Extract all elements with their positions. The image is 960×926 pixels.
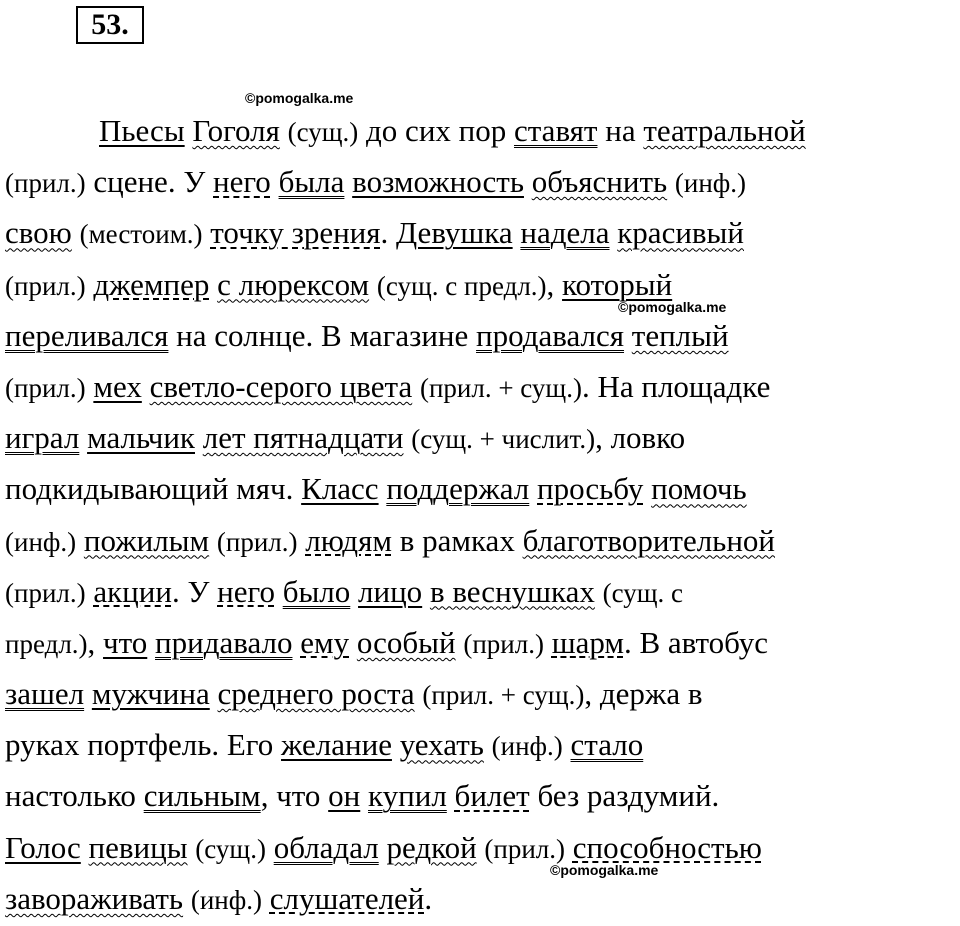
object-word: джемпер xyxy=(93,266,210,302)
object-word: шарм xyxy=(551,624,624,660)
text-segment xyxy=(392,727,400,762)
text-segment xyxy=(529,471,537,506)
subject-word: возможность xyxy=(352,164,524,200)
object-word: него xyxy=(213,164,271,200)
predicate-word: ставят xyxy=(514,113,598,148)
text-segment: . У xyxy=(171,573,218,609)
object-word: билет xyxy=(454,778,530,814)
text-segment: . В автобус xyxy=(623,624,769,660)
annotation: (прил.) xyxy=(5,577,86,608)
text-line xyxy=(5,412,957,463)
text-segment xyxy=(565,830,573,865)
watermark: ©pomogalka.me xyxy=(550,862,659,878)
text-segment xyxy=(76,523,84,558)
attribute-word: помочь xyxy=(651,471,747,507)
attribute-word: редкой xyxy=(386,829,477,865)
text-line xyxy=(5,770,957,821)
object-word: просьбу xyxy=(537,471,644,507)
attribute-word: пожилым xyxy=(83,522,210,558)
subject-word: мужчина xyxy=(91,676,210,712)
attribute-word: особый xyxy=(356,624,456,660)
attribute-word: певицы xyxy=(88,829,188,865)
text-segment xyxy=(210,676,218,711)
subject-word: который xyxy=(562,266,673,302)
annotation: (сущ. с предл.) xyxy=(376,270,547,301)
text-segment xyxy=(524,164,532,199)
text-segment xyxy=(142,369,150,404)
text-segment: в рамках xyxy=(391,522,523,558)
annotation: (прил.) xyxy=(216,526,298,557)
predicate-word: сильным xyxy=(143,778,261,814)
predicate-word: продавался xyxy=(476,317,625,353)
text-line xyxy=(5,105,957,156)
text-segment xyxy=(271,164,279,199)
object-word: него xyxy=(217,573,275,609)
subject-word: лицо xyxy=(358,573,423,609)
subject-word: мальчик xyxy=(87,420,195,456)
text-segment: настолько xyxy=(5,778,144,814)
annotation: (местоим.) xyxy=(79,219,203,250)
exercise-text xyxy=(5,105,957,924)
annotation: (сущ.) xyxy=(195,833,266,864)
attribute-word: среднего роста xyxy=(217,676,415,712)
predicate-word: было xyxy=(282,573,351,609)
text-line xyxy=(5,463,957,514)
text-line xyxy=(5,668,957,719)
text-segment: без раздумий. xyxy=(529,778,720,814)
annotation: (прил. + сущ.) xyxy=(422,680,585,711)
object-word: способностью xyxy=(572,829,762,865)
attribute-word: с люрексом xyxy=(217,266,370,302)
attribute-word: объяснить xyxy=(531,164,668,200)
text-segment: подкидывающий мяч. xyxy=(5,471,302,507)
attribute-word: завораживать xyxy=(5,880,184,916)
text-segment xyxy=(280,113,288,148)
annotation: (прил.) xyxy=(5,372,86,403)
text-segment xyxy=(84,676,92,711)
text-segment: , xyxy=(87,624,104,660)
attribute-word: светло-серого цвета xyxy=(149,368,413,404)
text-segment xyxy=(183,881,191,916)
text-segment: , ловко xyxy=(595,420,686,456)
watermark: ©pomogalka.me xyxy=(245,90,354,106)
text-segment xyxy=(447,778,455,813)
text-segment: на солнце. В магазине xyxy=(168,317,477,353)
text-segment xyxy=(266,830,274,865)
annotation: (инф.) xyxy=(190,884,262,915)
annotation: (инф.) xyxy=(491,731,563,762)
attribute-word: в веснушках xyxy=(429,573,595,609)
object-word: акции xyxy=(93,573,172,609)
text-segment xyxy=(544,625,552,660)
object-word: точку зрения xyxy=(210,215,381,251)
text-segment: до сих пор xyxy=(358,113,514,148)
text-segment: . xyxy=(424,880,433,916)
watermark: ©pomogalka.me xyxy=(618,299,727,315)
predicate-word: купил xyxy=(368,778,447,814)
text-segment: на xyxy=(597,113,644,148)
subject-word: мех xyxy=(93,368,142,404)
predicate-word: надела xyxy=(520,215,610,251)
text-segment xyxy=(79,420,87,455)
text-segment: , что xyxy=(260,778,329,814)
annotation: (сущ.) xyxy=(287,117,359,147)
text-segment xyxy=(262,881,270,916)
annotation: предл.) xyxy=(5,628,88,659)
text-segment xyxy=(595,574,603,609)
text-segment xyxy=(350,574,358,609)
predicate-word: обладал xyxy=(273,829,379,865)
attribute-word: свою xyxy=(5,215,72,251)
predicate-word: поддержал xyxy=(386,471,530,507)
text-segment xyxy=(209,523,217,558)
text-segment xyxy=(195,420,203,455)
text-segment xyxy=(81,830,89,865)
subject-word: он xyxy=(328,778,361,814)
predicate-word: играл xyxy=(5,420,80,456)
subject-word: желание xyxy=(281,727,392,763)
annotation: (прил. + сущ.) xyxy=(419,372,582,403)
annotation: (сущ. с xyxy=(602,577,684,608)
text-line xyxy=(5,259,957,310)
attribute-word: Гоголя xyxy=(192,113,280,148)
text-segment xyxy=(369,267,377,302)
exercise-number: 53. xyxy=(76,6,144,44)
subject-word: Класс xyxy=(301,471,379,507)
annotation: (прил.) xyxy=(484,833,566,864)
annotation: (инф.) xyxy=(5,526,77,557)
text-segment xyxy=(643,471,651,506)
text-segment xyxy=(412,369,420,404)
text-segment: , держа в xyxy=(584,676,703,712)
text-line xyxy=(5,310,957,361)
text-line xyxy=(5,873,957,924)
object-word: людям xyxy=(305,522,392,558)
text-segment: . xyxy=(380,215,397,251)
predicate-word: стало xyxy=(570,727,644,763)
text-segment xyxy=(563,727,571,762)
predicate-word: придавало xyxy=(155,624,293,660)
text-line xyxy=(5,361,957,412)
text-segment: , xyxy=(546,266,563,302)
text-line xyxy=(5,156,957,207)
text-segment xyxy=(275,574,283,609)
text-segment xyxy=(484,727,492,762)
text-line xyxy=(5,515,957,566)
annotation: (прил.) xyxy=(463,628,544,659)
text-segment xyxy=(667,164,675,199)
object-word: слушателей xyxy=(269,880,425,916)
annotation: (прил.) xyxy=(5,270,86,301)
text-segment xyxy=(209,267,217,302)
text-line xyxy=(5,822,957,873)
predicate-word: переливался xyxy=(5,317,169,353)
text-segment xyxy=(360,778,368,813)
attribute-word: теплый xyxy=(631,317,729,353)
attribute-word: красивый xyxy=(617,215,744,251)
text-segment: руках портфель. Его xyxy=(5,727,282,763)
attribute-word: театральной xyxy=(643,113,806,148)
object-word: ему xyxy=(300,624,350,660)
text-segment: . На площадке xyxy=(581,368,771,404)
text-segment xyxy=(349,625,357,660)
text-line xyxy=(5,719,957,770)
subject-word: что xyxy=(103,624,148,660)
text-segment xyxy=(72,215,80,250)
annotation: (прил.) xyxy=(5,168,86,199)
attribute-word: уехать xyxy=(399,727,484,763)
attribute-word: благотворительной xyxy=(522,522,775,558)
subject-word: Голос xyxy=(5,829,81,865)
text-segment xyxy=(147,625,155,660)
text-segment: сцене. У xyxy=(85,164,214,200)
subject-word: Девушка xyxy=(396,215,513,251)
predicate-word: зашел xyxy=(5,676,85,712)
subject-word: Пьесы xyxy=(99,113,185,148)
text-line xyxy=(5,617,957,668)
text-line xyxy=(5,566,957,617)
text-line xyxy=(5,207,957,258)
text-segment xyxy=(624,318,632,353)
annotation: (инф.) xyxy=(674,168,747,199)
attribute-word: лет пятнадцати xyxy=(202,420,404,456)
annotation: (сущ. + числит.) xyxy=(411,424,596,455)
predicate-word: была xyxy=(278,164,345,200)
text-segment xyxy=(422,574,430,609)
text-segment xyxy=(344,164,352,199)
